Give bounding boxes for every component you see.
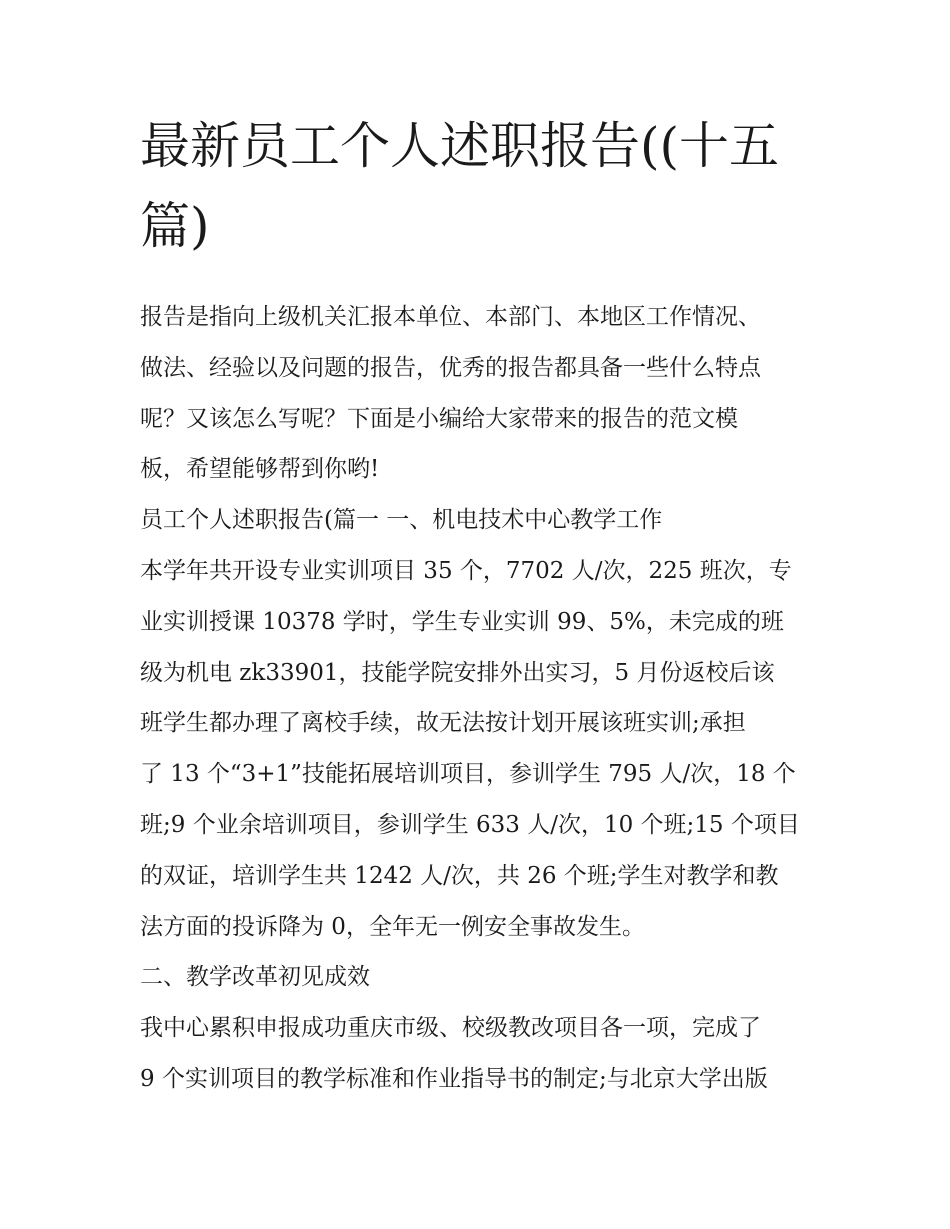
text-line: 板，希望能够帮到你哟! <box>140 456 380 483</box>
text-line: 了 13 个“3+1”技能拓展培训项目，参训学生 795 人/次，18 个 <box>140 761 796 788</box>
intro-paragraph <box>140 292 820 495</box>
text-line: 我中心累积申报成功重庆市级、校级教改项目各一项，完成了 <box>140 1015 761 1042</box>
text-line: 二、教学改革初见成效 <box>140 964 370 991</box>
text-line: 法方面的投诉降为 0，全年无一例安全事故发生。 <box>140 913 645 940</box>
section-heading-2 <box>140 952 820 1003</box>
text-line: 班学生都办理了离校手续，故无法按计划开展该班实训;承担 <box>140 710 746 737</box>
document-body <box>140 106 820 1105</box>
text-line: 呢？又该怎么写呢？下面是小编给大家带来的报告的范文模 <box>140 405 738 432</box>
section-heading-1 <box>140 495 820 546</box>
text-line: 报告是指向上级机关汇报本单位、本部门、本地区工作情况、 <box>140 304 761 330</box>
title-line-2: 篇) <box>140 197 210 255</box>
text-line: 9 个实训项目的教学标准和作业指导书的制定;与北京大学出版 <box>140 1065 768 1092</box>
text-line: 员工个人述职报告(篇一 一、机电技术中心教学工作 <box>140 507 663 534</box>
text-line: 本学年共开设专业实训项目 35 个，7702 人/次，225 班次，专 <box>140 557 792 584</box>
text-line: 业实训授课 10378 学时，学生专业实训 99、5%，未完成的班 <box>140 608 784 635</box>
section-2-paragraph <box>140 1003 820 1105</box>
title-line-1: 最新员工个人述职报告((十五 <box>140 117 780 175</box>
text-line: 班;9 个业余培训项目，参训学生 633 人/次，10 个班;15 个项目 <box>140 811 800 838</box>
text-line: 做法、经验以及问题的报告，优秀的报告都具备一些什么特点 <box>140 354 761 381</box>
document-title <box>140 106 820 266</box>
section-1-paragraph <box>140 546 820 952</box>
text-line: 级为机电 zk33901，技能学院安排外出实习，5 月份返校后该 <box>140 659 775 686</box>
text-line: 的双证，培训学生共 1242 人/次，共 26 个班;学生对教学和教 <box>140 862 779 889</box>
